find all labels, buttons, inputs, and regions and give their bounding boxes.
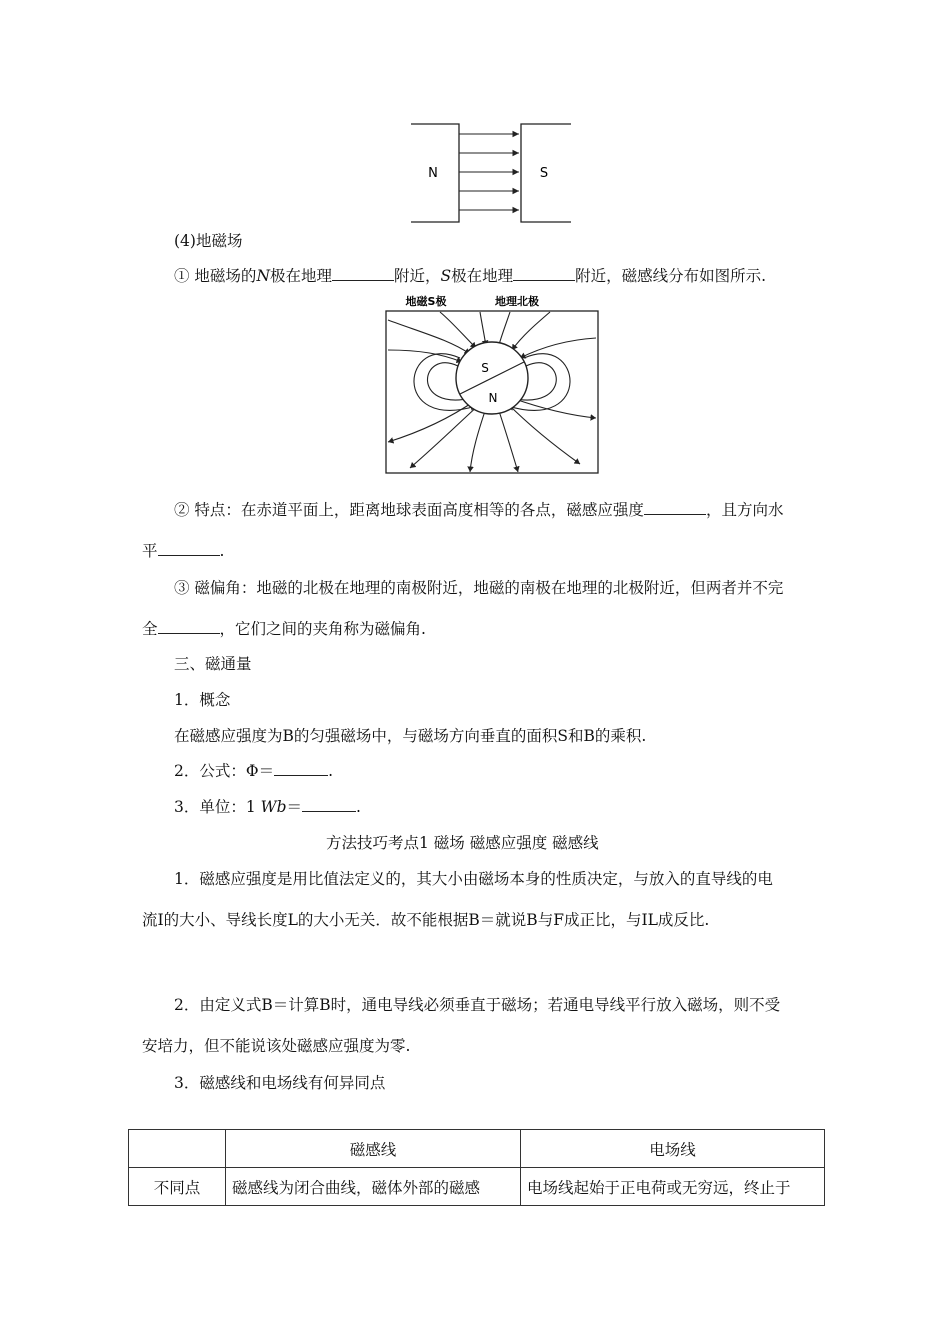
blank xyxy=(158,541,220,556)
blank xyxy=(332,266,394,281)
flux-formula-text: 2．公式：Φ＝ xyxy=(174,762,275,780)
blank xyxy=(302,797,356,812)
method-p1-line1: 1．磁感应强度是用比值法定义的，其大小由磁场本身的性质决定，与放入的直导线的电 xyxy=(174,870,773,888)
geo-item3-line2-end: ，它们之间的夹角称为磁偏角. xyxy=(219,620,426,638)
geo-item1 xyxy=(174,264,766,286)
table-header-cell xyxy=(129,1130,226,1168)
geo-item3-line2-text: 全 xyxy=(142,620,158,638)
geo-item2-line2 xyxy=(142,539,224,561)
geo-item2-line2-text: 平 xyxy=(142,542,158,560)
flux-formula-end: . xyxy=(328,762,334,780)
flux-unit-end: . xyxy=(356,798,361,816)
flux-formula xyxy=(174,759,333,781)
blank xyxy=(274,761,328,776)
pole-n-label: N xyxy=(428,166,438,181)
table-cell: 不同点 xyxy=(129,1168,226,1206)
geo-item1-s: S xyxy=(440,267,452,285)
geo-item1-p1: ① 地磁场的 xyxy=(174,267,257,285)
geo-item2-line1 xyxy=(174,498,783,520)
table-row xyxy=(129,1168,825,1206)
globe-n-label: N xyxy=(488,391,498,405)
comparison-table xyxy=(128,1129,825,1206)
table-cell: 电场线起始于正电荷或无穷远，终止于 xyxy=(521,1168,825,1206)
uniform-field-figure xyxy=(405,118,580,230)
geo-item2-line2-end: . xyxy=(219,542,225,560)
flux-heading: 三、磁通量 xyxy=(174,655,252,673)
geo-item2-end: ，且方向水 xyxy=(705,501,784,519)
label-geo-north: 地理北极 xyxy=(495,295,539,308)
label-geo-s-pole: 地磁S极 xyxy=(405,295,447,308)
flux-unit-wb: Wb xyxy=(260,798,287,816)
geo-item1-p4: 极在地理 xyxy=(451,267,514,285)
globe-s-label: S xyxy=(481,361,489,375)
table-cell: 磁感线为闭合曲线，磁体外部的磁感 xyxy=(226,1168,521,1206)
flux-concept-title: 1．概念 xyxy=(174,691,231,709)
geomagnetic-field-figure xyxy=(380,292,604,476)
geo-item3-line1: ③ 磁偏角：地磁的北极在地理的南极附近，地磁的南极在地理的北极附近，但两者并不完 xyxy=(174,579,784,597)
method-p3: 3．磁感线和电场线有何异同点 xyxy=(174,1074,386,1092)
geo-item1-p2: 极在地理 xyxy=(270,267,333,285)
blank xyxy=(513,266,575,281)
method-p2-line1: 2．由定义式B＝计算B时，通电导线必须垂直于磁场；若通电导线平行放入磁场，则不受 xyxy=(174,996,781,1014)
flux-unit-eq: ＝ xyxy=(286,798,303,816)
geo-item2-text: ② 特点：在赤道平面上，距离地球表面高度相等的各点，磁感应强度 xyxy=(174,501,644,519)
geo-item1-p3: 附近， xyxy=(394,267,441,285)
flux-concept-text: 在磁感应强度为B的匀强磁场中，与磁场方向垂直的面积S和B的乘积. xyxy=(174,727,647,745)
geo-item1-n: N xyxy=(256,267,270,285)
geo-item3-line2 xyxy=(142,617,426,639)
table-header-cell: 电场线 xyxy=(521,1130,825,1168)
geo-item1-p5: 附近，磁感线分布如图所示. xyxy=(575,267,767,285)
method-p1-line2: 流I的大小、导线长度L的大小无关．故不能根据B＝就说B与F成正比，与IL成反比. xyxy=(142,911,710,929)
geo-heading: (4)地磁场 xyxy=(174,232,243,250)
table-header-row xyxy=(129,1130,825,1168)
blank xyxy=(644,500,706,515)
flux-unit-prefix: 3．单位：1 xyxy=(174,798,261,816)
flux-unit xyxy=(174,795,361,817)
blank xyxy=(158,619,220,634)
pole-s-label: S xyxy=(539,166,549,181)
method-p2-line2: 安培力，但不能说该处磁感应强度为零. xyxy=(142,1037,411,1055)
method-title: 方法技巧考点1 磁场 磁感应强度 磁感线 xyxy=(326,834,599,852)
table-header-cell: 磁感线 xyxy=(226,1130,521,1168)
